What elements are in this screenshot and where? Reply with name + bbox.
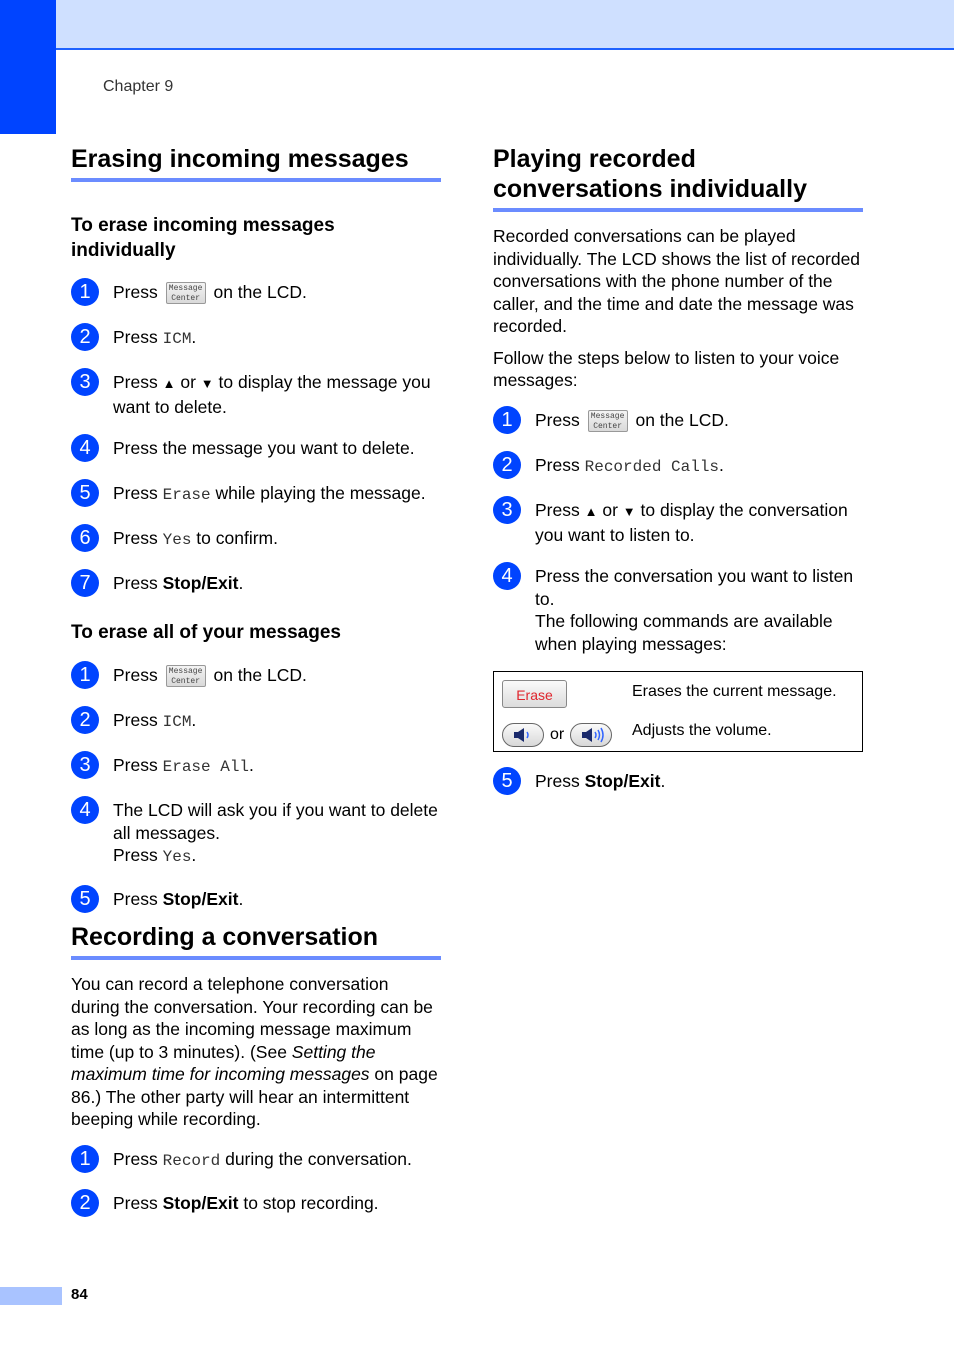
step-number: 1 — [71, 1145, 99, 1173]
header-bar — [0, 0, 954, 50]
message-center-key-icon: Message Center — [166, 282, 206, 304]
volume-up-icon — [570, 723, 612, 747]
erase-individually-heading: To erase incoming messages individually — [71, 215, 335, 261]
erase-all-heading: To erase all of your messages — [71, 622, 341, 643]
step-number: 3 — [71, 751, 99, 779]
playing-paragraphs: Recorded conversations can be played individually. The LCD shows the list of recorded conversations with the phone number of the caller, and the time and date the message was recorded. Follow the steps below to listen to your voice messages: — [493, 226, 861, 390]
step-number: 2 — [71, 706, 99, 734]
step-number: 5 — [71, 479, 99, 507]
step-number: 1 — [71, 278, 99, 306]
section-playing — [493, 144, 863, 212]
step-number: 5 — [71, 885, 99, 913]
step: 3 Press ▲ or ▼ to display the message you want to delete. — [71, 371, 441, 418]
step-number: 2 — [71, 323, 99, 351]
step-number: 4 — [71, 796, 99, 824]
step: 1 Press Message Center on the LCD. — [71, 664, 441, 690]
step-number: 7 — [71, 569, 99, 597]
step: 5 Press Stop/Exit. — [71, 888, 441, 914]
recording-paragraph: You can record a telephone conversation during the conversation. Your recording can be as long as the incoming message maximum time (up to 3 minutes). (See Setting the maximum time for incoming messages on page 86.) The other party will hear an intermittent beeping while recording. — [71, 974, 438, 1129]
erasing-heading: Erasing incoming messages — [71, 144, 441, 182]
step: 7 Press Stop/Exit. — [71, 572, 441, 598]
down-arrow-icon: ▼ — [200, 376, 214, 391]
commands-table — [493, 671, 863, 752]
volume-description: Adjusts the volume. — [632, 722, 772, 739]
erase-description: Erases the current message. — [632, 683, 837, 700]
step: 2 Press Stop/Exit to stop recording. — [71, 1192, 441, 1218]
step-number: 5 — [493, 767, 521, 795]
subsection-erase-individually — [71, 213, 441, 263]
step: 5 Press Erase while playing the message. — [71, 482, 441, 508]
step-number: 6 — [71, 524, 99, 552]
step: 1 Press Message Center on the LCD. — [71, 281, 441, 307]
footer-bar — [0, 1287, 62, 1305]
step-number: 2 — [493, 451, 521, 479]
section-erasing — [71, 144, 441, 182]
message-center-key-icon: Message Center — [588, 410, 628, 432]
subsection-erase-all — [71, 620, 441, 645]
step: 2 Press Recorded Calls. — [493, 454, 863, 480]
erase-button: Erase — [502, 680, 567, 708]
recording-steps — [71, 1148, 441, 1218]
up-arrow-icon: ▲ — [162, 376, 176, 391]
step-number: 3 — [71, 368, 99, 396]
step: 4 The LCD will ask you if you want to delete all messages. Press Yes. — [71, 799, 441, 869]
step: 6 Press Yes to confirm. — [71, 527, 441, 553]
step: 1 Press Record during the conversation. — [71, 1148, 441, 1174]
step-number: 1 — [493, 406, 521, 434]
erase-individually-steps — [71, 281, 441, 598]
down-arrow-icon: ▼ — [622, 504, 636, 519]
step: 3 Press Erase All. — [71, 754, 441, 780]
step: 2 Press ICM. — [71, 709, 441, 735]
playing-heading: Playing recorded conversations individually — [493, 144, 863, 212]
step: 4 Press the conversation you want to listen to. The following commands are available when playing messages: — [493, 565, 863, 655]
playing-steps — [493, 409, 863, 655]
or-label: or — [550, 726, 565, 743]
up-arrow-icon: ▲ — [584, 504, 598, 519]
step-number: 3 — [493, 496, 521, 524]
step-number: 2 — [71, 1189, 99, 1217]
step-number: 4 — [493, 562, 521, 590]
section-recording — [71, 922, 441, 960]
step: 5 Press Stop/Exit. — [493, 770, 863, 796]
step: 2 Press ICM. — [71, 326, 441, 352]
recording-heading: Recording a conversation — [71, 922, 441, 960]
message-center-key-icon: Message Center — [166, 665, 206, 687]
step-number: 1 — [71, 661, 99, 689]
erase-all-steps — [71, 664, 441, 914]
step: 3 Press ▲ or ▼ to display the conversation you want to listen to. — [493, 499, 863, 546]
playing-final-step — [493, 770, 863, 796]
page-number: 84 — [71, 1286, 88, 1303]
volume-down-icon — [502, 723, 544, 747]
step: 1 Press Message Center on the LCD. — [493, 409, 863, 435]
step-number: 4 — [71, 434, 99, 462]
chapter-label: Chapter 9 — [103, 78, 174, 95]
step: 4 Press the message you want to delete. — [71, 437, 441, 463]
chapter-tab — [0, 0, 56, 134]
